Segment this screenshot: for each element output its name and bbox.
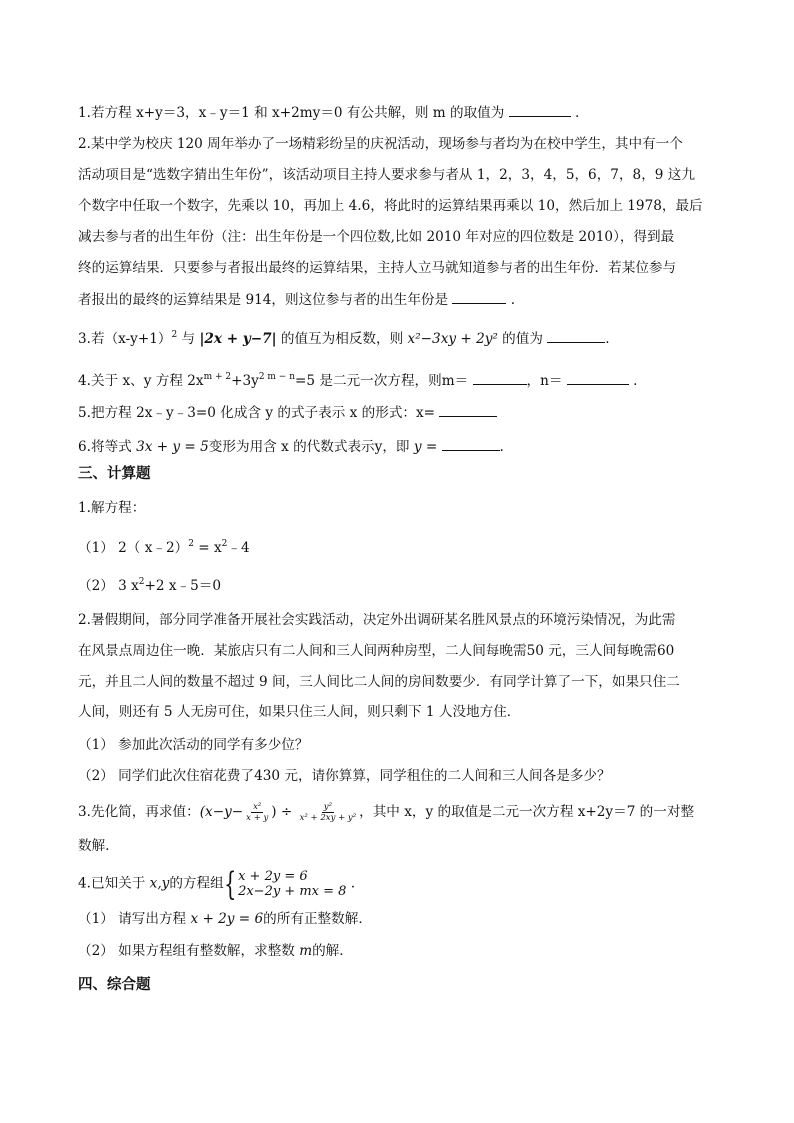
question-text: ，其中 x，y 的取值是二元一次方程 x+2y＝7 的一对整 [359,804,695,820]
fraction-denominator: x² + 2xy + y² [299,813,357,823]
fill-question-6 [78,436,504,457]
question-text: 者报出的最终的运算结果是 914，则这位参与者的出生年份是 [78,292,449,308]
math-expression: y = [413,439,442,455]
question-text: 3.若（x-y+1） [78,331,172,347]
calc-question-2-line-4: 人间，则还有 5 人无房可住，如果只住三人间，则只剩下 1 人没地方住． [78,704,521,720]
question-text: （1） 请写出方程 [78,911,191,927]
question-text: 的值为 [497,331,548,347]
calc-question-1: 1.解方程： [78,500,146,516]
question-text: 的值互为相反数，则 [276,331,408,347]
exponent: 2 m − n [258,372,296,382]
fill-question-3 [78,325,610,349]
fill-question-2-line-2: 活动项目是“选数字猜出生年份”，该活动项目主持人要求参与者从 1，2，3，4，5，6，7，8，9 这九 [78,167,695,183]
question-text: 与 [177,331,200,347]
question-text: . [499,439,504,455]
calc-question-4 [78,865,356,903]
fill-question-2-line-3: 个数字中任取一个数字，先乘以 10，再加上 4.6，将此时的运算结果再乘以 10，然后加上 1978，最后 [78,198,703,214]
calc-question-4-part-1 [78,909,372,929]
question-text: . [506,292,516,308]
question-text: 5.把方程 2x﹣y﹣3=0 化成含 y 的式子表示 x 的形式：x= [78,405,436,421]
question-text: ﹣4 [227,540,250,556]
question-text: . [346,875,356,892]
answer-blank[interactable] [439,402,497,417]
math-expression: 3x + y = 5 [136,439,209,455]
fill-question-2-line-4: 减去参与者的出生年份（注：出生年份是一个四位数,比如 2010 年对应的四位数是 2010），得到最 [78,229,675,245]
answer-blank[interactable] [452,289,506,304]
question-text: 6.将等式 [78,439,137,455]
question-text: +3y [231,373,259,389]
math-expression: x,y [149,875,170,892]
answer-blank[interactable] [547,328,605,343]
calc-question-3-line-2: 数解. [78,838,110,854]
exponent: 2 [188,539,194,549]
answer-blank-m[interactable] [473,370,527,385]
answer-blank-n[interactable] [567,370,629,385]
question-text: +2 x﹣5＝0 [144,578,222,594]
question-text: 4.关于 x、y 方程 2x [78,373,204,389]
fraction-numerator: x² [253,802,262,812]
fill-question-5 [78,402,497,423]
fill-question-2-line-6 [78,289,515,310]
question-text: ，n＝ [526,373,563,389]
calc-question-2-part-2: （2） 同学们此次住宿花费了430 元，请你算算，同学租住的二人间和三人间各是多少？ [78,768,611,784]
fill-question-2-line-1: 2.某中学为校庆 120 周年举办了一场精彩纷呈的庆祝活动，现场参与者均为在校中学生，其中有一个 [78,136,683,152]
question-text: 3.先化简，再求值： [78,804,200,820]
exponent: m + 2 [203,372,232,382]
calc-question-2-line-1: 2.暑假期间，部分同学准备开展社会实践活动，决定外出调研某名胜风景点的环境污染情况，为此需 [78,612,676,628]
question-text: . [570,105,580,121]
question-text: 4.已知关于 [78,875,150,892]
equation-1: x + 2y = 6 [238,869,308,884]
question-text: . [605,331,610,347]
question-text: （2） 如果方程组有整数解，求整数 [78,943,300,959]
fill-question-4 [78,367,637,391]
calc-question-1-part-2 [78,572,221,596]
equation-2: 2x−2y + mx = 8 [238,884,347,899]
math-expression: (x−y− [199,804,244,820]
answer-blank[interactable] [509,102,571,117]
question-text: . [628,373,638,389]
calc-question-2-line-2: 在风景点周边住一晚．某旅店只有二人间和三人间两种房型，二人间每晚需50 元，三人间每晚需60 [78,643,675,659]
answer-blank[interactable] [442,436,500,451]
math-expression: x²−3xy + 2y² [407,331,498,347]
math-expression: ) ÷ [271,804,297,820]
math-expression: |2x + y−7| [199,331,277,347]
calc-question-2-part-1: （1） 参加此次活动的同学有多少位？ [78,737,309,753]
question-text: （2） 3 x [78,578,139,594]
question-text: 的所有正整数解． [263,911,372,927]
math-expression: x + 2y = 6 [190,911,264,927]
exponent: 2 [221,539,228,549]
calc-question-2-line-3: 元，并且二人间的数量不超过 9 间，三人间比二人间的房间数要少．有同学计算了一下，如果只住二 [78,674,680,690]
question-text: （1） 2（ x﹣2） [78,540,189,556]
calc-question-3 [78,802,694,823]
exponent: 2 [138,577,145,587]
fraction [298,802,358,823]
math-expression: m [299,943,313,959]
fraction [244,802,270,823]
fill-question-2-line-5: 终的运算结果．只要参与者报出最终的运算结果，主持人立马就知道参与者的出生年份．若某位参与 [78,260,677,276]
question-text: =5 是二元一次方程，则m＝ [295,373,469,389]
section-heading-comprehensive: 四、综合题 [78,977,151,993]
question-text: 1.若方程 x+y＝3，x﹣y＝1 和 x+2my＝0 有公共解，则 m 的取值为 [78,105,505,121]
question-text: 变形为用含 x 的代数式表示y，即 [208,439,414,455]
calc-question-1-part-1 [78,534,250,558]
exponent: 2 [171,330,178,340]
fraction-numerator: y² [323,802,332,812]
fill-question-1 [78,102,579,123]
question-text: 的方程组 [169,875,224,892]
question-text: 的解． [312,943,353,959]
calc-question-4-part-2 [78,941,353,961]
brace-symbol: { [223,865,237,903]
fraction-denominator: x + y [246,813,269,823]
section-heading-calculation: 三、计算题 [78,466,151,482]
equation-system [223,865,347,903]
question-text: = x [193,540,222,556]
